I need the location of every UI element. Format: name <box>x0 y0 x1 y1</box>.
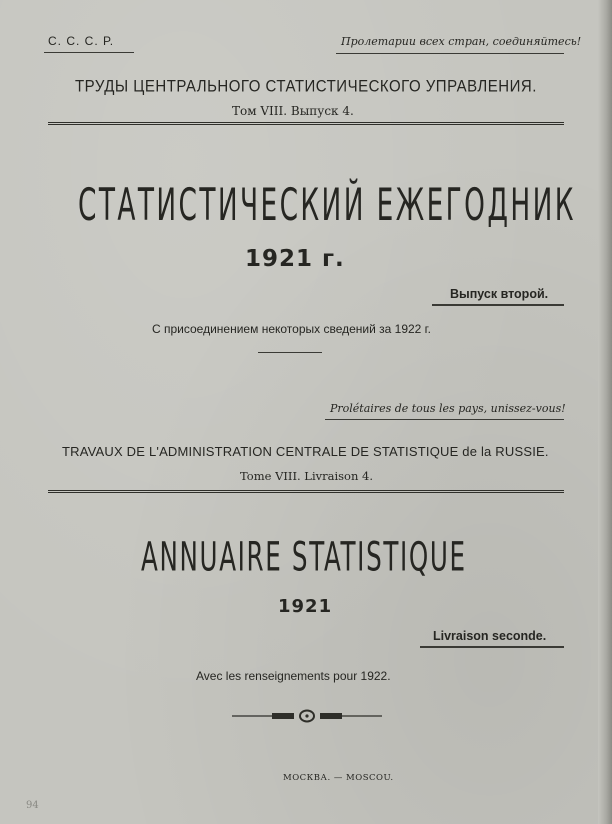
slogan-russian: Пролетарии всех стран, соединяйтесь! <box>341 35 582 48</box>
issue-french: Livraison seconde. <box>433 629 547 643</box>
issue-russian: Выпуск второй. <box>450 287 549 301</box>
pencil-mark: 94 <box>26 800 39 811</box>
slogan-russian-underline <box>336 53 564 54</box>
slogan-french: Prolétaires de tous les pays, unissez-vous! <box>330 402 566 415</box>
issue-french-underline <box>420 646 564 648</box>
decorative-ornament <box>232 709 382 723</box>
section-divider-top <box>48 122 564 125</box>
year-russian: 1921 г. <box>245 246 345 272</box>
tome-issue-russian: Том VIII. Выпуск 4. <box>232 104 354 118</box>
supplement-russian: С присоединением некоторых сведений за 1922 г. <box>152 322 431 336</box>
publication-place: МОСКВА. — MOSCOU. <box>283 773 394 783</box>
country-underline <box>44 52 134 53</box>
main-title-french: ANNUAIRE STATISTIQUE <box>141 534 467 582</box>
series-title-russian: ТРУДЫ ЦЕНТРАЛЬНОГО СТАТИСТИЧЕСКОГО УПРАВЛЕНИЯ. <box>75 77 537 96</box>
year-french: 1921 <box>278 596 333 617</box>
short-rule-russian <box>258 352 322 353</box>
supplement-french: Avec les renseignements pour 1922. <box>196 669 391 683</box>
tome-issue-french: Tome VIII. Livraison 4. <box>240 469 374 483</box>
page-edge-shadow <box>598 0 612 824</box>
slogan-french-underline <box>325 419 564 420</box>
series-title-french: TRAVAUX DE L'ADMINISTRATION CENTRALE DE STATISTIQUE de la RUSSIE. <box>62 444 549 459</box>
country-label: С. С. С. Р. <box>48 34 115 48</box>
main-title-russian: СТАТИСТИЧЕСКИЙ ЕЖЕГОДНИК <box>78 178 576 231</box>
section-divider-middle <box>48 490 564 493</box>
issue-russian-underline <box>432 304 564 306</box>
